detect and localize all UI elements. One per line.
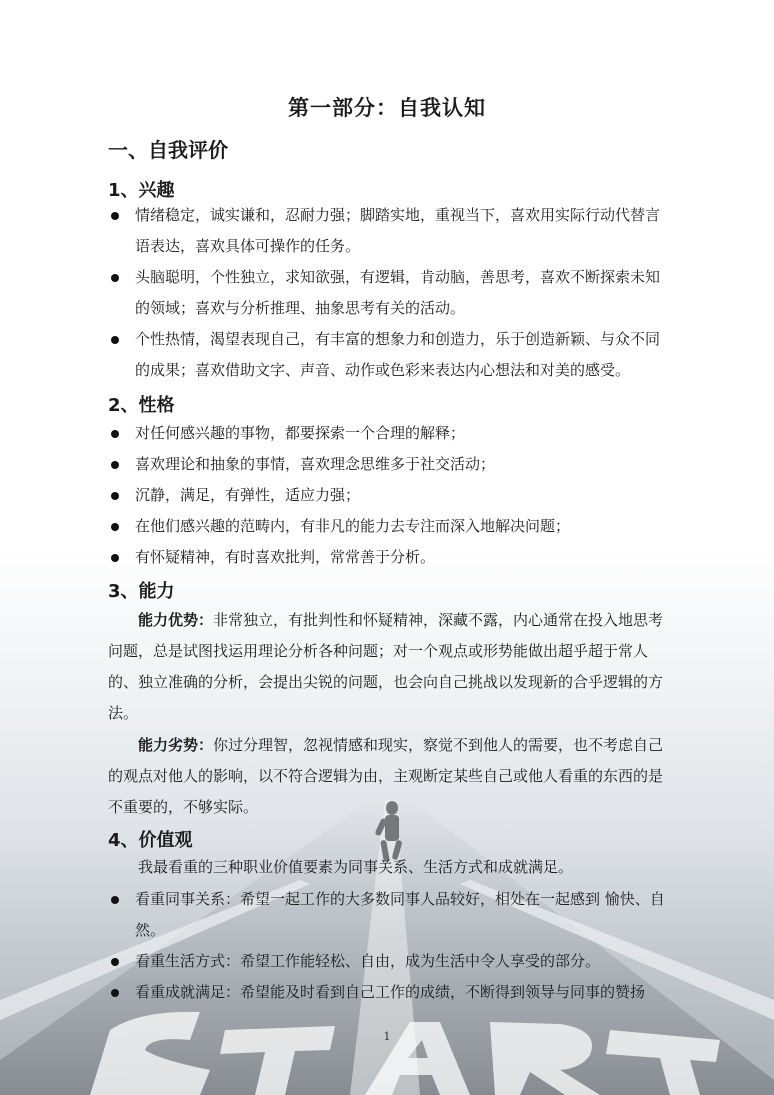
list-item: 沉静，满足，有弹性，适应力强；	[108, 480, 668, 511]
section-heading-self-evaluation: 一、自我评价	[108, 138, 228, 162]
weakness-label: 能力劣势：	[138, 736, 214, 754]
list-item: 个性热情，渴望表现自己，有丰富的想象力和创造力，乐于创造新颖、与众不同的成果；喜欢借助文字、声音、动作或色彩来表达内心想法和对美的感受。	[108, 324, 668, 386]
ability-strength-paragraph	[108, 605, 668, 729]
bullet-icon	[111, 896, 119, 904]
bullet-icon	[111, 461, 119, 469]
list-item: 看重生活方式：希望工作能轻松、自由，成为生活中令人享受的部分。	[108, 946, 668, 977]
values-heading: 4、价值观	[108, 830, 193, 851]
list-item: 头脑聪明，个性独立，求知欲强，有逻辑，肯动脑，善思考，喜欢不断探索未知的领域；喜欢与分析推理、抽象思考有关的活动。	[108, 262, 668, 324]
bullet-icon	[111, 212, 119, 220]
bullet-icon	[111, 430, 119, 438]
ability-weakness-paragraph	[108, 730, 668, 823]
values-intro: 我最看重的三种职业价值要素为同事关系、生活方式和成就满足。	[138, 858, 574, 876]
page-title: 第一部分：自我认知	[288, 96, 486, 120]
weakness-text: 你过分理智，忽视情感和现实，察觉不到他人的需要，也不考虑自己的观点对他人的影响，以不符合逻辑为由，主观断定某些自己或他人看重的东西的是不重要的，不够实际。	[108, 736, 664, 816]
list-item: 看重成就满足：希望能及时看到自己工作的成绩，不断得到领导与同事的赞扬	[108, 977, 668, 1008]
bullet-icon	[111, 554, 119, 562]
bullet-icon	[111, 274, 119, 282]
page-number: 1	[383, 1030, 391, 1043]
list-item: 看重同事关系：希望一起工作的大多数同事人品较好，相处在一起感到 愉快、自然。	[108, 884, 668, 946]
bullet-icon	[111, 336, 119, 344]
personality-heading: 2、性格	[108, 395, 175, 416]
strength-label: 能力优势：	[138, 611, 214, 629]
list-item: 喜欢理论和抽象的事情，喜欢理念思维多于社交活动；	[108, 449, 668, 480]
bullet-icon	[111, 492, 119, 500]
list-item: 在他们感兴趣的范畴内，有非凡的能力去专注而深入地解决问题；	[108, 511, 668, 542]
list-item: 有怀疑精神，有时喜欢批判，常常善于分析。	[108, 542, 668, 573]
strength-text: 非常独立，有批判性和怀疑精神，深藏不露，内心通常在投入地思考问题，总是试图找运用理论分析各种问题；对一个观点或形势能做出超乎超于常人的、独立准确的分析，会提出尖锐的问题，也会向自己挑战以发现新的合乎逻辑的方法。	[108, 611, 664, 722]
bullet-icon	[111, 523, 119, 531]
list-item: 情绪稳定，诚实谦和，忍耐力强；脚踏实地，重视当下，喜欢用实际行动代替言语表达，喜欢具体可操作的任务。	[108, 200, 668, 262]
ability-heading: 3、能力	[108, 581, 175, 602]
bullet-icon	[111, 958, 119, 966]
list-item: 对任何感兴趣的事物，都要探索一个合理的解释；	[108, 418, 668, 449]
bullet-icon	[111, 989, 119, 997]
interest-heading: 1、兴趣	[108, 180, 175, 201]
